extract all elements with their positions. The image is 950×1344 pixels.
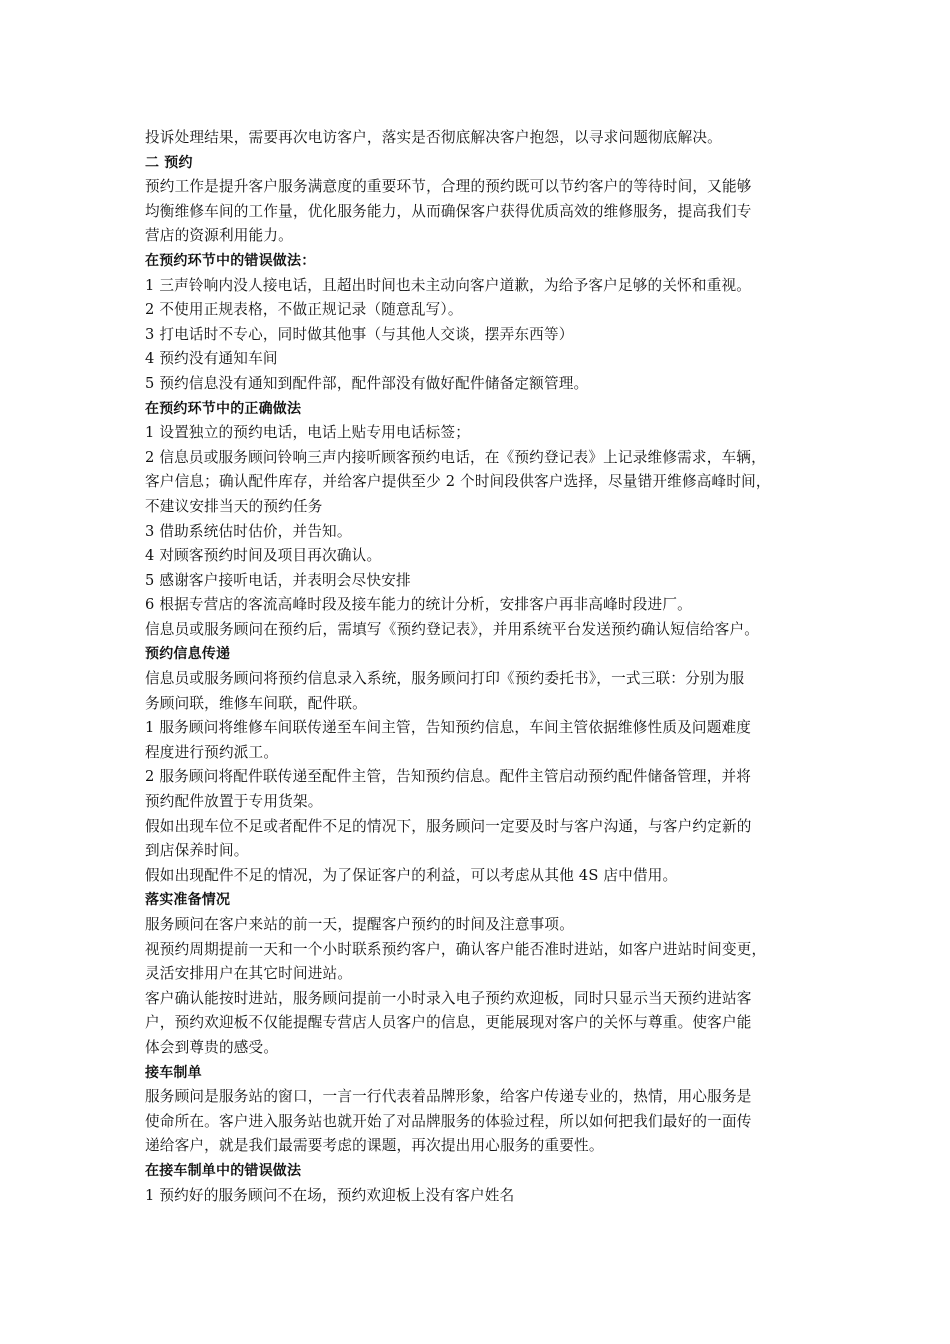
paragraph-line: 营店的资源利用能力。 — [145, 227, 293, 245]
section-heading: 在接车制单中的错误做法 — [145, 1162, 302, 1179]
paragraph-line: 6 根据专营店的客流高峰时段及接车能力的统计分析，安排客户再非高峰时段进厂。 — [145, 596, 692, 614]
paragraph-line: 假如出现配件不足的情况，为了保证客户的利益，可以考虑从其他 4S 店中借用。 — [145, 866, 678, 884]
document-page — [145, 126, 815, 1208]
paragraph-line: 预约工作是提升客户服务满意度的重要环节，合理的预约既可以节约客户的等待时间，又能够 — [145, 178, 752, 196]
paragraph-line: 3 打电话时不专心，同时做其他事（与其他人交谈，摆弄东西等） — [145, 325, 574, 343]
paragraph-line: 2 信息员或服务顾问铃响三声内接听顾客预约电话，在《预约登记表》上记录维修需求，车辆， — [145, 448, 766, 466]
paragraph-line: 程度进行预约派工。 — [145, 743, 279, 761]
paragraph-line: 户，预约欢迎板不仅能提醒专营店人员客户的信息，更能展现对客户的关怀与尊重。使客户能 — [145, 1014, 752, 1032]
paragraph-line: 4 预约没有通知车间 — [145, 350, 278, 368]
paragraph-line: 5 预约信息没有通知到配件部，配件部没有做好配件储备定额管理。 — [145, 374, 589, 392]
paragraph-line: 5 感谢客户接听电话，并表明会尽快安排 — [145, 571, 411, 589]
paragraph-line: 均衡维修车间的工作量，优化服务能力，从而确保客户获得优质高效的维修服务，提高我们专 — [145, 202, 752, 220]
paragraph-line: 使命所在。客户进入服务站也就开始了对品牌服务的体验过程，所以如何把我们最好的一面传 — [145, 1112, 752, 1130]
paragraph-line: 预约配件放置于专用货架。 — [145, 793, 323, 811]
paragraph-line: 不建议安排当天的预约任务 — [145, 497, 323, 515]
section-heading: 二 预约 — [145, 154, 193, 171]
section-heading: 落实准备情况 — [145, 892, 231, 909]
paragraph-line: 客户确认能按时进站，服务顾问提前一小时录入电子预约欢迎板，同时只显示当天预约进站客 — [145, 989, 752, 1007]
section-heading: 预约信息传递 — [145, 646, 231, 663]
paragraph-line: 体会到尊贵的感受。 — [145, 1038, 279, 1056]
paragraph-line: 灵活安排用户在其它时间进站。 — [145, 965, 353, 983]
paragraph-line: 到店保养时间。 — [145, 842, 249, 860]
paragraph-line: 服务顾问是服务站的窗口，一言一行代表着品牌形象，给客户传递专业的，热情，用心服务是 — [145, 1088, 752, 1106]
paragraph-line: 1 服务顾问将维修车间联传递至车间主管，告知预约信息，车间主管依据维修性质及问题难度 — [145, 719, 752, 737]
paragraph-line: 2 不使用正规表格，不做正规记录（随意乱写）。 — [145, 301, 463, 319]
paragraph-line: 1 三声铃响内没人接电话，且超出时间也未主动向客户道歉，为给予客户足够的关怀和重视。 — [145, 276, 752, 294]
paragraph-line: 视预约周期提前一天和一个小时联系预约客户，确认客户能否准时进站，如客户进站时间变更， — [145, 940, 767, 958]
section-heading: 在预约环节中的错误做法： — [145, 252, 316, 269]
paragraph-line: 务顾问联，维修车间联，配件联。 — [145, 694, 367, 712]
paragraph-line: 客户信息；确认配件库存，并给客户提供至少 2 个时间段供客户选择，尽量错开维修高峰时间， — [145, 473, 771, 491]
paragraph-line: 假如出现车位不足或者配件不足的情况下，服务顾问一定要及时与客户沟通，与客户约定新的 — [145, 817, 752, 835]
paragraph-line: 4 对顾客预约时间及项目再次确认。 — [145, 547, 382, 565]
paragraph-line: 服务顾问在客户来站的前一天，提醒客户预约的时间及注意事项。 — [145, 916, 575, 933]
paragraph-line: 1 设置独立的预约电话，电话上贴专用电话标签； — [145, 424, 470, 442]
paragraph-line: 递给客户，就是我们最需要考虑的课题，再次提出用心服务的重要性。 — [145, 1137, 604, 1155]
paragraph-line: 信息员或服务顾问在预约后，需填写《预约登记表》，并用系统平台发送预约确认短信给客户。 — [145, 620, 760, 638]
paragraph-line: 投诉处理结果，需要再次电访客户，落实是否彻底解决客户抱怨，以寻求问题彻底解决。 — [145, 129, 722, 146]
section-heading: 接车制单 — [145, 1064, 202, 1081]
paragraph-line: 1 预约好的服务顾问不在场，预约欢迎板上没有客户姓名 — [145, 1186, 515, 1204]
paragraph-line: 信息员或服务顾问将预约信息录入系统，服务顾问打印《预约委托书》，一式三联：分别为服 — [145, 670, 745, 688]
paragraph-line: 2 服务顾问将配件联传递至配件主管，告知预约信息。配件主管启动预约配件储备管理，并将 — [145, 768, 752, 786]
section-heading: 在预约环节中的正确做法 — [145, 400, 302, 417]
paragraph-line: 3 借助系统估时估价，并告知。 — [145, 522, 352, 540]
